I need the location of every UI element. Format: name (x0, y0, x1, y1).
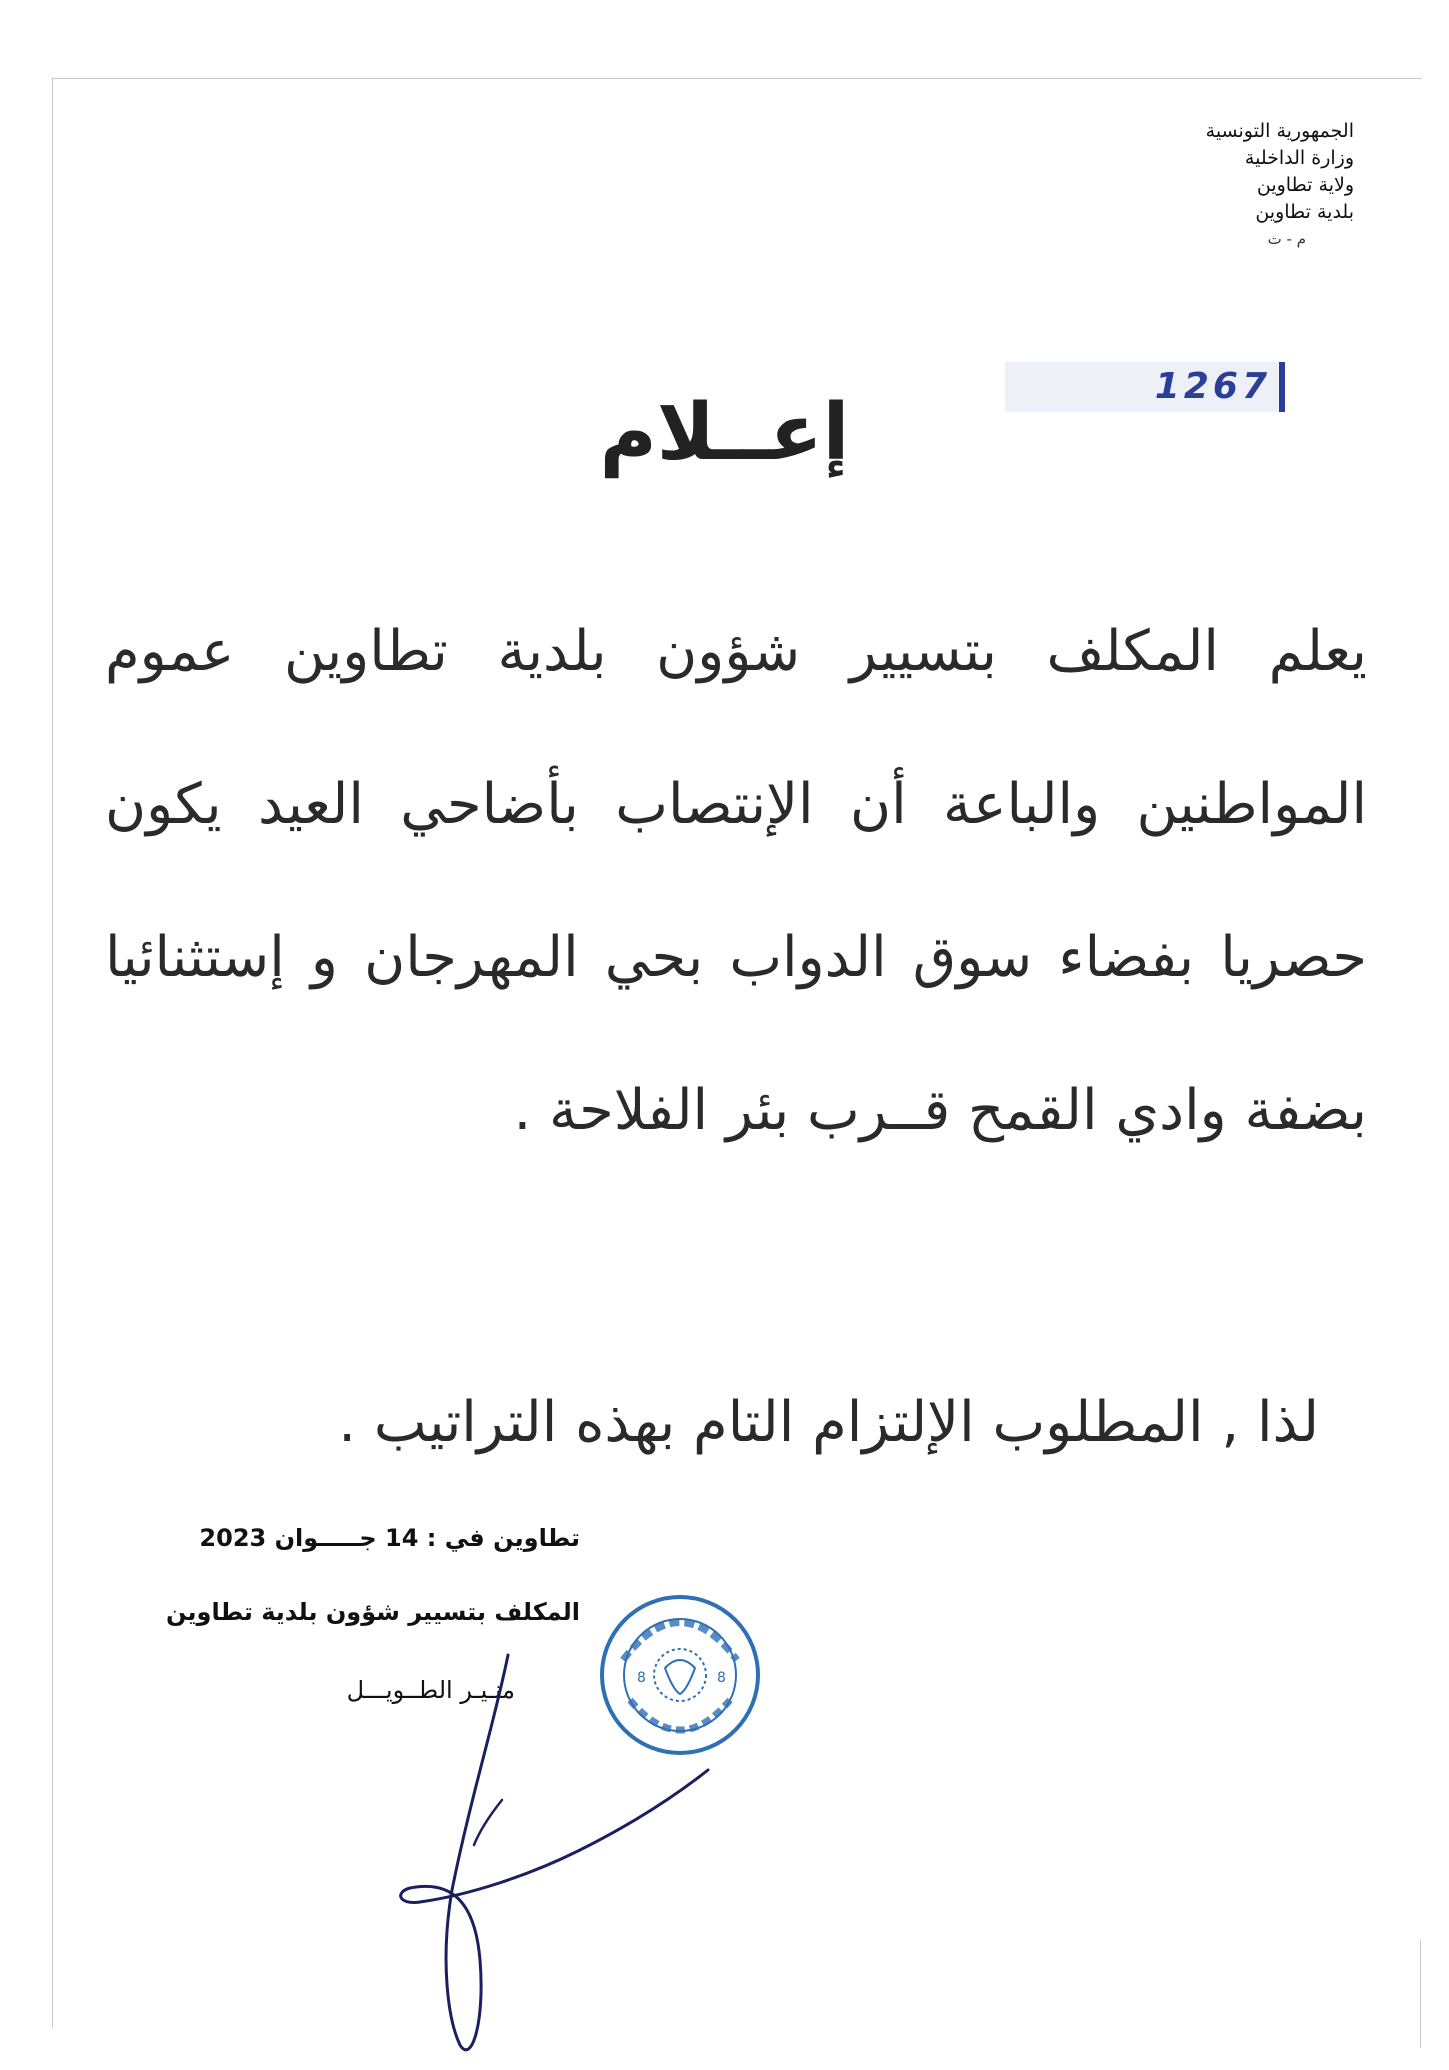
letterhead-governorate: ولاية تطاوين (1256, 174, 1354, 196)
announcement-closing: لذا , المطلوب الإلتزام التام بهذه التراتيب . (338, 1390, 1319, 1455)
announcement-body: يعلم المكلف بتسيير شؤون بلدية تطاوين عموم المواطنين والباعة أن الإنتصاب بأضاحي العيد يكون حصريا بفضاء سوق الدواب بحي المهرجان و إستثنائيا بضفة وادي القمح قــرب بئر الفلاحة . (105, 619, 1367, 1143)
letterhead (1094, 118, 1354, 253)
letterhead-ministry: وزارة الداخلية (1244, 147, 1354, 169)
signer-name: منـيـر الطــويـــل (346, 1676, 515, 1704)
date-place-line: تطاوين في : 14 جـــــوان 2023 (199, 1524, 580, 1552)
registration-number-stamp: 1267 (1005, 362, 1285, 412)
svg-text:8: 8 (637, 1670, 646, 1686)
document-title: إعــلام (599, 388, 850, 478)
signer-title: المكلف بتسيير شؤون بلدية تطاوين (165, 1598, 580, 1626)
page-border-right (1420, 1940, 1421, 2048)
page-border-left (52, 78, 53, 2028)
letterhead-republic: الجمهورية التونسية (1205, 120, 1354, 142)
letterhead-municipality: بلدية تطاوين (1255, 201, 1354, 223)
page-border-top (52, 78, 1422, 79)
svg-text:8: 8 (717, 1670, 726, 1686)
letterhead-reference: م - ت (1267, 230, 1306, 248)
handwritten-signature (390, 1640, 710, 2070)
